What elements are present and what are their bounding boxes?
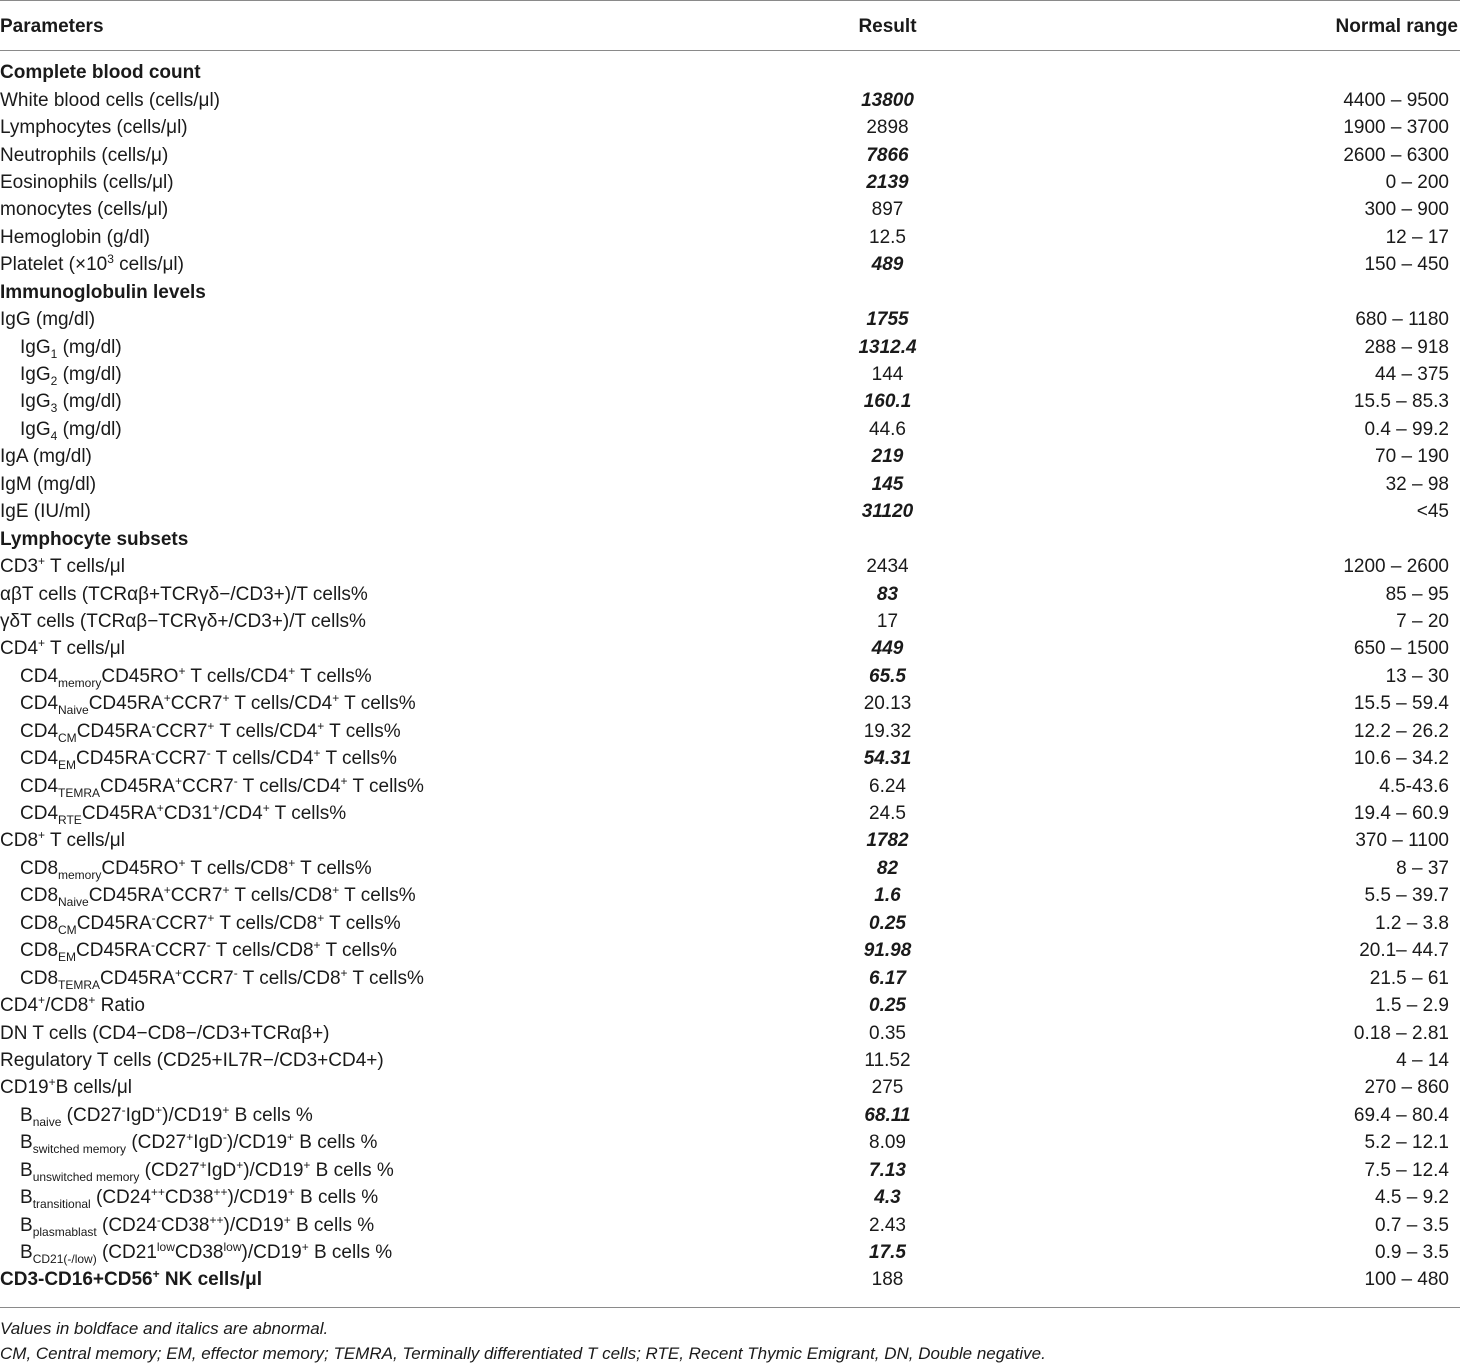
normal-range: 4400 – 9500: [1343, 89, 1449, 111]
normal-range: 5.5 – 39.7: [1364, 885, 1449, 907]
table-row: [0, 306, 1460, 333]
table-header-row: [0, 9, 1460, 45]
table-row: [0, 580, 1460, 607]
normal-range: 7.5 – 12.4: [1364, 1159, 1449, 1181]
table-row: [0, 1102, 1460, 1129]
normal-range: 4.5-43.6: [1379, 775, 1449, 797]
table-row: [0, 827, 1460, 854]
section-title: Immunoglobulin levels: [0, 281, 206, 303]
normal-range: 270 – 860: [1364, 1077, 1449, 1099]
parameter-name: IgG (mg/dl): [0, 309, 96, 331]
parameter-name: CD3+ T cells/μl: [0, 554, 125, 578]
result-value: 2898: [866, 117, 909, 139]
normal-range: 19.4 – 60.9: [1353, 803, 1449, 825]
parameter-name: IgA (mg/dl): [0, 446, 92, 468]
parameter-name: $CD4_{EM}CD45RA^-CCR7^-$ T cells/CD4+ T cells%: [20, 746, 397, 773]
table-row: [0, 114, 1460, 141]
parameter-name: CD4+ T cells/μl: [0, 636, 125, 660]
result-value: 44.6: [869, 418, 906, 440]
result-value: 0.35: [869, 1022, 906, 1044]
parameter-name: IgM (mg/dl): [0, 473, 97, 495]
table-row: [0, 224, 1460, 251]
table-row: [0, 1019, 1460, 1046]
parameter-name: IgG$_2$ (mg/dl): [20, 364, 122, 389]
parameter-name: $B_{plasmablast}$ (CD24-CD38++)/CD19+ B cells %: [20, 1212, 375, 1239]
normal-range: 32 – 98: [1385, 473, 1449, 495]
result-value: 31120: [861, 501, 914, 523]
parameter-name: DN T cells (CD4−CD8−/CD3+TCRαβ+): [0, 1022, 330, 1044]
result-value: 65.5: [869, 665, 906, 687]
result-value: 219: [871, 446, 904, 468]
table-row: [0, 1074, 1460, 1101]
result-value: 145: [871, 473, 904, 495]
normal-range: 288 – 918: [1364, 336, 1449, 358]
result-value: 1.6: [874, 885, 901, 907]
parameter-name: $CD4_{CM}CD45RA^-CCR7^+$ T cells/CD4+ T cells%: [20, 718, 401, 745]
result-value: 12.5: [869, 226, 906, 248]
parameter-name: $B_{naive}$ (CD27-IgD+)/CD19+ B cells %: [20, 1102, 313, 1129]
column-header-parameters: Parameters: [0, 16, 104, 37]
normal-range: 0 – 200: [1385, 171, 1449, 193]
normal-range: 680 – 1180: [1355, 309, 1449, 331]
parameter-name: Platelet ($\times 10^3$ cells/μl): [0, 252, 184, 276]
result-value: 188: [871, 1269, 904, 1291]
table-row: [0, 745, 1460, 772]
parameter-name: CD4+/CD8+ Ratio: [0, 993, 145, 1017]
parameter-name: $CD4_{memory}CD45RO^+$ T cells/CD4+ T cells%: [20, 663, 372, 690]
parameter-name: IgE (IU/ml): [0, 501, 91, 523]
result-value: 6.17: [869, 967, 906, 989]
normal-range: 100 – 480: [1364, 1269, 1449, 1291]
parameter-name: $CD4_{TEMRA}CD45RA^+CCR7^-$ T cells/CD4+ T cells%: [20, 773, 424, 800]
table-row: [0, 1266, 1460, 1293]
normal-range: <45: [1416, 501, 1449, 523]
result-value: 82: [876, 857, 899, 879]
parameter-name: Neutrophils (cells/μ): [0, 144, 169, 166]
result-value: 8.09: [869, 1132, 906, 1154]
table-row: [0, 690, 1460, 717]
parameter-name: CD19+B cells/μl: [0, 1075, 133, 1099]
parameter-name: White blood cells (cells/μl): [0, 89, 221, 111]
footnote-abbreviations: CM, Central memory; EM, effector memory; TEMRA, Terminally differentiated T cells; RTE, Recent Thymic Emigrant, DN, Double negative.: [0, 1344, 1046, 1363]
parameter-name: Eosinophils (cells/μl): [0, 171, 174, 193]
result-value: 24.5: [869, 803, 906, 825]
table-row: [0, 169, 1460, 196]
result-value: 68.11: [864, 1104, 911, 1126]
parameter-name: Hemoglobin (g/dl): [0, 226, 150, 248]
result-value: 91.98: [863, 940, 912, 962]
normal-range: 5.2 – 12.1: [1364, 1132, 1449, 1154]
parameter-name: CD3-CD16+CD56+ NK cells/μl: [0, 1267, 263, 1291]
normal-range: 69.4 – 80.4: [1353, 1104, 1449, 1126]
result-value: 0.25: [869, 912, 906, 934]
result-value: 19.32: [863, 720, 912, 742]
lab-results-table: [0, 9, 1460, 1294]
normal-range: 8 – 37: [1396, 857, 1449, 879]
parameter-name: $B_{unswitched memory}$ (CD27+IgD+)/CD19+ B cells %: [20, 1157, 394, 1184]
table-row: [0, 663, 1460, 690]
table-row: [0, 1129, 1460, 1156]
table-row: [0, 553, 1460, 580]
normal-range: 15.5 – 85.3: [1353, 391, 1449, 413]
footnote-abnormal: Values in boldface and italics are abnormal.: [0, 1319, 329, 1338]
parameter-name: $CD8_{memory}CD45RO^+$ T cells/CD8+ T cells%: [20, 855, 372, 882]
result-value: 17.5: [869, 1242, 906, 1264]
table-row: [0, 964, 1460, 991]
top-rule: [0, 0, 1460, 1]
table-row: [0, 141, 1460, 168]
table-row: [0, 772, 1460, 799]
parameter-name: $CD8_{Naive}CD45RA^+CCR7^+$ T cells/CD8+ T cells%: [20, 883, 416, 910]
normal-range: 4 – 14: [1396, 1049, 1449, 1071]
result-value: 54.31: [863, 748, 912, 770]
column-header-normal-range: Normal range: [1335, 16, 1458, 37]
normal-range: 20.1– 44.7: [1359, 940, 1449, 962]
normal-range: 1900 – 3700: [1343, 117, 1449, 139]
result-value: 20.13: [863, 693, 912, 715]
result-value: 2139: [866, 171, 909, 193]
normal-range: 300 – 900: [1364, 199, 1449, 221]
table-row: [0, 937, 1460, 964]
table-row: [0, 196, 1460, 223]
result-value: 13800: [861, 89, 914, 111]
normal-range: 2600 – 6300: [1343, 144, 1449, 166]
result-value: 1782: [866, 830, 909, 852]
parameter-name: $B_{transitional}$ (CD24++CD38++)/CD19+ B cells %: [20, 1185, 379, 1212]
normal-range: 0.18 – 2.81: [1353, 1022, 1449, 1044]
bottom-rule: [0, 1307, 1460, 1308]
normal-range: 7 – 20: [1396, 610, 1449, 632]
table-row: [0, 608, 1460, 635]
table-row: [0, 416, 1460, 443]
parameter-name: IgG$_3$ (mg/dl): [20, 391, 122, 416]
normal-range: 13 – 30: [1385, 665, 1449, 687]
result-value: 144: [871, 364, 904, 386]
parameter-name: $CD4_{Naive}CD45RA^+CCR7^+$ T cells/CD4+ T cells%: [20, 691, 416, 718]
parameter-name: $CD8_{CM}CD45RA^-CCR7^+$ T cells/CD8+ T cells%: [20, 910, 401, 937]
result-value: 0.25: [869, 995, 906, 1017]
normal-range: 10.6 – 34.2: [1353, 748, 1449, 770]
table-row: [0, 443, 1460, 470]
section-header: [0, 525, 1460, 552]
table-row: [0, 635, 1460, 662]
normal-range: 1.2 – 3.8: [1375, 912, 1449, 934]
normal-range: 1.5 – 2.9: [1375, 995, 1449, 1017]
normal-range: 44 – 375: [1375, 364, 1449, 386]
result-value: 1312.4: [858, 336, 917, 358]
parameter-name: monocytes (cells/μl): [0, 199, 169, 221]
section-header: [0, 279, 1460, 306]
parameter-name: γδT cells (TCRαβ−TCRγδ+/CD3+)/T cells%: [0, 610, 366, 632]
result-value: 4.3: [874, 1187, 901, 1209]
result-value: 449: [871, 638, 904, 660]
normal-range: 370 – 1100: [1355, 830, 1449, 852]
parameter-name: $B_{switched memory}$ (CD27+IgD-)/CD19+ B cells %: [20, 1130, 378, 1157]
table-row: [0, 1157, 1460, 1184]
result-value: 275: [871, 1077, 904, 1099]
section-header: [0, 59, 1460, 86]
table-row: [0, 910, 1460, 937]
result-value: 11.52: [864, 1049, 911, 1071]
normal-range: 70 – 190: [1375, 446, 1449, 468]
table-row: [0, 800, 1460, 827]
normal-range: 1200 – 2600: [1343, 556, 1449, 578]
result-value: 17: [876, 610, 899, 632]
table-row: [0, 855, 1460, 882]
parameter-name: $CD4_{RTE}CD45RA^+CD31^+/CD4^+$ T cells%: [20, 801, 347, 828]
section-title: Complete blood count: [0, 62, 201, 84]
table-row: [0, 86, 1460, 113]
normal-range: 0.4 – 99.2: [1364, 418, 1449, 440]
table-row: [0, 1047, 1460, 1074]
table-row: [0, 1211, 1460, 1238]
table-row: [0, 718, 1460, 745]
normal-range: 4.5 – 9.2: [1375, 1187, 1449, 1209]
normal-range: 0.9 – 3.5: [1375, 1242, 1449, 1264]
table-row: [0, 333, 1460, 360]
result-value: 2.43: [869, 1214, 906, 1236]
result-value: 7.13: [869, 1159, 906, 1181]
table-row: [0, 361, 1460, 388]
result-value: 160.1: [863, 391, 912, 413]
result-value: 7866: [866, 144, 909, 166]
parameter-name: CD8+ T cells/μl: [0, 828, 125, 852]
normal-range: 150 – 450: [1364, 254, 1449, 276]
normal-range: 85 – 95: [1385, 583, 1449, 605]
table-row: [0, 498, 1460, 525]
normal-range: 650 – 1500: [1353, 638, 1449, 660]
result-value: 489: [871, 254, 904, 276]
parameter-name: $CD8_{EM}CD45RA^-CCR7^-$ T cells/CD8+ T cells%: [20, 938, 397, 965]
table-row: [0, 992, 1460, 1019]
parameter-name: αβT cells (TCRαβ+TCRγδ−/CD3+)/T cells%: [0, 583, 368, 605]
result-value: 83: [876, 583, 899, 605]
normal-range: 21.5 – 61: [1369, 967, 1449, 989]
result-value: 1755: [866, 309, 909, 331]
result-value: 6.24: [869, 775, 906, 797]
normal-range: 15.5 – 59.4: [1353, 693, 1449, 715]
parameter-name: $B_{CD21(-/low)}$ $(CD21^{low}CD38^{low})/CD19^+$ B cells %: [20, 1240, 393, 1267]
table-row: [0, 1239, 1460, 1266]
table-row: [0, 471, 1460, 498]
parameter-name: Lymphocytes (cells/μl): [0, 117, 188, 139]
parameter-name: Regulatory T cells (CD25+IL7R−/CD3+CD4+): [0, 1049, 384, 1071]
parameter-name: IgG$_1$ (mg/dl): [20, 336, 122, 361]
table-row: [0, 882, 1460, 909]
table-row: [0, 1184, 1460, 1211]
table-row: [0, 251, 1460, 278]
column-header-result: Result: [858, 16, 917, 37]
section-title: Lymphocyte subsets: [0, 528, 189, 550]
normal-range: 12 – 17: [1385, 226, 1449, 248]
parameter-name: IgG$_4$ (mg/dl): [20, 418, 122, 443]
result-value: 897: [871, 199, 904, 221]
result-value: 2434: [866, 556, 909, 578]
table-row: [0, 388, 1460, 415]
parameter-name: $CD8_{TEMRA}CD45RA^+CCR7^-$ T cells/CD8+ T cells%: [20, 965, 424, 992]
normal-range: 0.7 – 3.5: [1375, 1214, 1449, 1236]
normal-range: 12.2 – 26.2: [1353, 720, 1449, 742]
